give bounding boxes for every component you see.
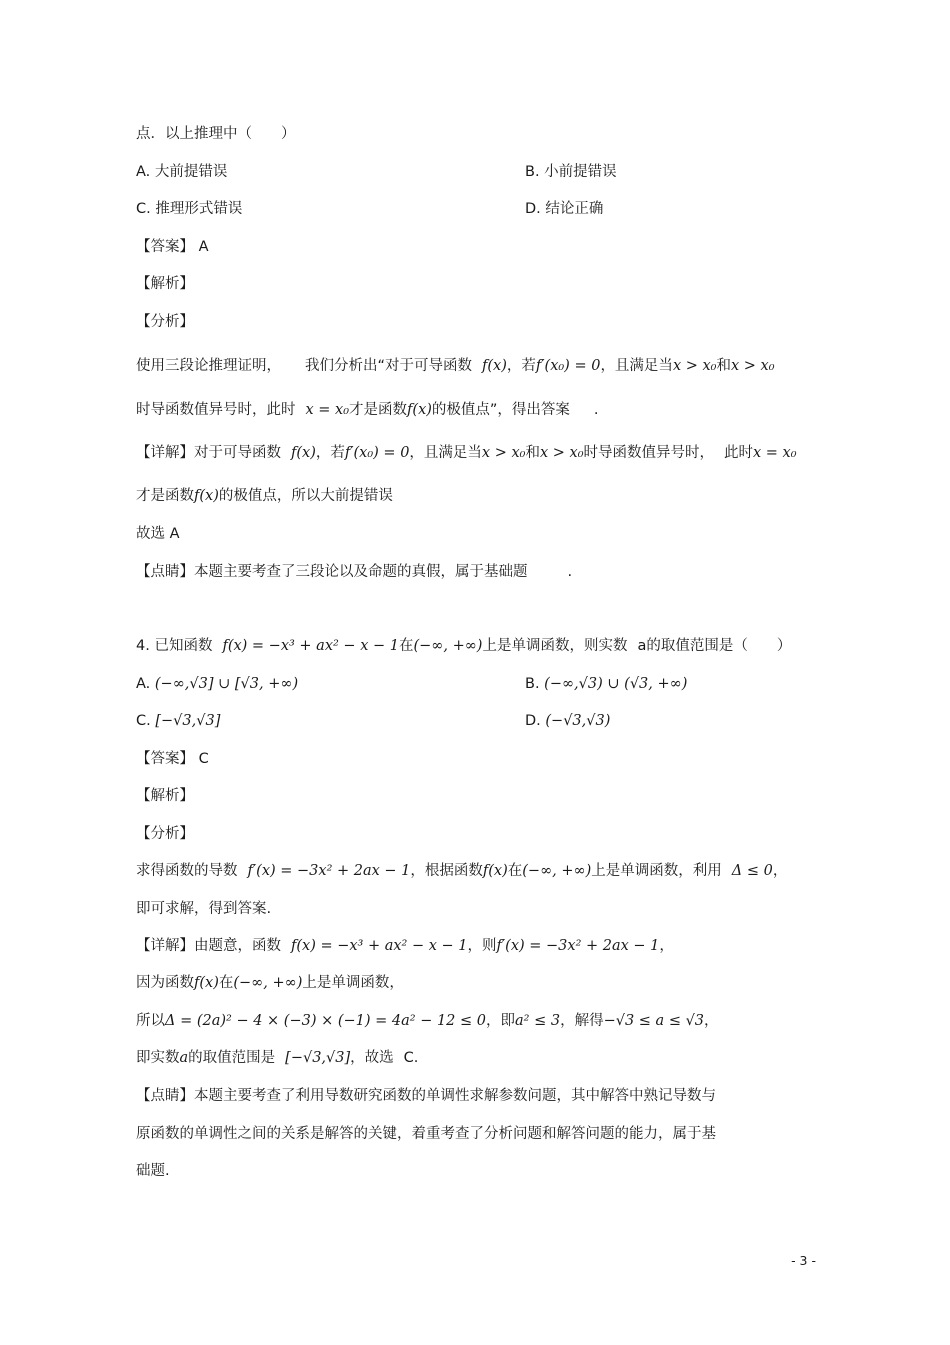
detail-line-1 (136, 443, 797, 463)
math-expr: f(x) (407, 402, 432, 418)
math-expr: a² ≤ 3 (515, 1013, 561, 1029)
math-expr: f(x) (482, 358, 507, 374)
text-span: 求得函数的导数 (136, 863, 238, 879)
text-span: 在 (507, 863, 523, 879)
text-span: ，且满足当 (409, 445, 482, 461)
text-span: ，解得 (560, 1013, 604, 1029)
math-expr: f(x) (194, 975, 219, 991)
q4-detail-line-2 (136, 973, 404, 993)
math-expr: f(x) (194, 488, 219, 504)
option-text: (−√3,√3) (545, 713, 611, 729)
math-expr: (−∞, +∞) (233, 975, 303, 991)
math-expr: x > x₀ (730, 358, 775, 374)
text-span: . (567, 564, 573, 580)
jiexi-heading: 【解析】 (136, 276, 194, 292)
math-expr: f′(x) = −3x² + 2ax − 1 (496, 938, 660, 954)
math-expr: f′(x) = −3x² + 2ax − 1 (247, 863, 411, 879)
text-span: 在 (398, 638, 414, 654)
math-expr: x > x₀ (672, 358, 717, 374)
option-text: 大前提错误 (154, 164, 228, 180)
text-span: 【详解】由题意，函数 (136, 938, 281, 954)
answer-value: C (198, 751, 209, 767)
text-span: 上是单调函数， (302, 975, 404, 991)
text-span: 4. 已知函数 (136, 638, 213, 654)
text-span: C. (403, 1050, 419, 1066)
text-span: ， (704, 1013, 719, 1029)
q4-option-d (525, 711, 610, 731)
text-span: 和 (525, 445, 540, 461)
text-span: 我们分析出“对于可导函数 (305, 358, 473, 374)
text-span: 【详解】对于可导函数 (136, 445, 281, 461)
text-span: ，故选 (350, 1050, 394, 1066)
answer-value: A (198, 239, 209, 255)
text-span: 的极值点”，得出答案 (431, 402, 570, 418)
math-expr: f(x) = −x³ + ax² − x − 1 (222, 638, 399, 654)
detail-line-2 (136, 486, 393, 506)
option-label: C. (136, 713, 151, 729)
text-span: 的取值范围是（ ） (646, 638, 792, 654)
option-label: D. (525, 201, 541, 217)
text-span: 时导函数值异号时，此时 (136, 402, 296, 418)
q4-comment-line-2: 原函数的单调性之间的关系是解答的关键，着重考查了分析问题和解答问题的能力，属于基 (136, 1126, 716, 1142)
answer-tag: 【答案】 (136, 239, 194, 255)
question-4-stem (136, 636, 791, 656)
option-b (525, 162, 617, 182)
math-expr: f′(x₀) = 0 (344, 445, 410, 461)
answer-line (136, 237, 209, 257)
math-expr: Δ = (2a)² − 4 × (−3) × (−1) = 4a² − 12 ≤ 0 (165, 1013, 487, 1029)
text-span: ，则 (467, 938, 497, 954)
q4-option-c (136, 711, 220, 731)
q4-analysis-line-2: 即可求解，得到答案. (136, 901, 272, 917)
text-span: a (637, 638, 647, 654)
q4-comment-line-1: 【点睛】本题主要考查了利用导数研究函数的单调性求解参数问题，其中解答中熟记导数与 (136, 1088, 716, 1104)
math-expr: −√3 ≤ a ≤ √3 (603, 1013, 705, 1029)
option-text: (−∞,√3] ∪ [√3, +∞) (154, 676, 299, 692)
page-number: - 3 - (791, 1253, 816, 1268)
option-text: (−∞,√3) ∪ (√3, +∞) (544, 676, 688, 692)
text-span: 才是函数 (136, 488, 194, 504)
text-span: ，即 (486, 1013, 516, 1029)
q4-analysis-line-1 (136, 861, 787, 881)
q4-detail-line-4 (136, 1048, 418, 1068)
text-span: ，根据函数 (410, 863, 483, 879)
text-span: 上是单调函数，则实数 (482, 638, 628, 654)
math-expr: Δ ≤ 0 (731, 863, 773, 879)
answer-tag: 【答案】 (136, 751, 194, 767)
text-span: 所以 (136, 1013, 165, 1029)
math-expr: f(x) (291, 445, 316, 461)
q4-option-a (136, 674, 298, 694)
text-span: 的极值点，所以大前提错误 (218, 488, 393, 504)
q4-option-b (525, 674, 687, 694)
text-span: 时导函数值异号时， (583, 445, 715, 461)
q4-detail-line-3 (136, 1011, 719, 1031)
text-span: ， (772, 863, 788, 879)
text-span: 才是函数 (349, 402, 408, 418)
choose-line: 故选 A (136, 526, 180, 542)
text-span: 的取值范围是 (188, 1050, 276, 1066)
math-expr: [−√3,√3] (285, 1050, 351, 1066)
text-span: 上是单调函数，利用 (591, 863, 722, 879)
text-span: 在 (218, 975, 234, 991)
q4-fenxi-heading: 【分析】 (136, 826, 194, 842)
text-span: ，且满足当 (600, 358, 673, 374)
text-span: ，若 (506, 358, 536, 374)
q4-comment-line-3: 础题. (136, 1163, 170, 1179)
option-label: A. (136, 676, 151, 692)
option-text: 小前提错误 (544, 164, 617, 180)
math-expr: x = x₀ (753, 445, 797, 461)
option-label: B. (525, 164, 540, 180)
option-text: 推理形式错误 (155, 201, 243, 217)
math-expr: (−∞, +∞) (413, 638, 483, 654)
fenxi-heading: 【分析】 (136, 314, 194, 330)
text-span: 和 (716, 358, 731, 374)
text-span: 即实数 (136, 1050, 180, 1066)
math-expr: f′(x₀) = 0 (535, 358, 601, 374)
text-span: ，若 (315, 445, 345, 461)
math-expr: f(x) = −x³ + ax² − x − 1 (291, 938, 468, 954)
text-span: ， (659, 938, 674, 954)
comment-line (136, 562, 572, 582)
option-a (136, 162, 227, 182)
math-expr: x = x₀ (305, 402, 350, 418)
math-expr: a (179, 1050, 189, 1066)
analysis-line-2 (136, 400, 599, 420)
math-expr: x > x₀ (481, 445, 526, 461)
option-label: B. (525, 676, 540, 692)
text-span: . (593, 402, 599, 418)
option-label: D. (525, 713, 541, 729)
math-expr: x > x₀ (539, 445, 584, 461)
text-span: 使用三段论推理证明， (136, 358, 281, 374)
q4-detail-line-1 (136, 936, 674, 956)
text-span: 此时 (724, 445, 754, 461)
option-d (525, 199, 603, 219)
q4-jiexi-heading: 【解析】 (136, 788, 194, 804)
option-label: A. (136, 164, 151, 180)
option-text: [−√3,√3] (155, 713, 221, 729)
option-text: 结论正确 (545, 201, 604, 217)
option-c (136, 199, 242, 219)
text-span: 因为函数 (136, 975, 194, 991)
q4-answer-line (136, 749, 209, 769)
analysis-line-1 (136, 356, 775, 376)
math-expr: f(x) (482, 863, 508, 879)
option-label: C. (136, 201, 151, 217)
math-expr: (−∞, +∞) (522, 863, 592, 879)
text-span: 【点睛】本题主要考查了三段论以及命题的真假，属于基础题 (136, 564, 528, 580)
question-continuation: 点．以上推理中（ ） (136, 126, 296, 142)
